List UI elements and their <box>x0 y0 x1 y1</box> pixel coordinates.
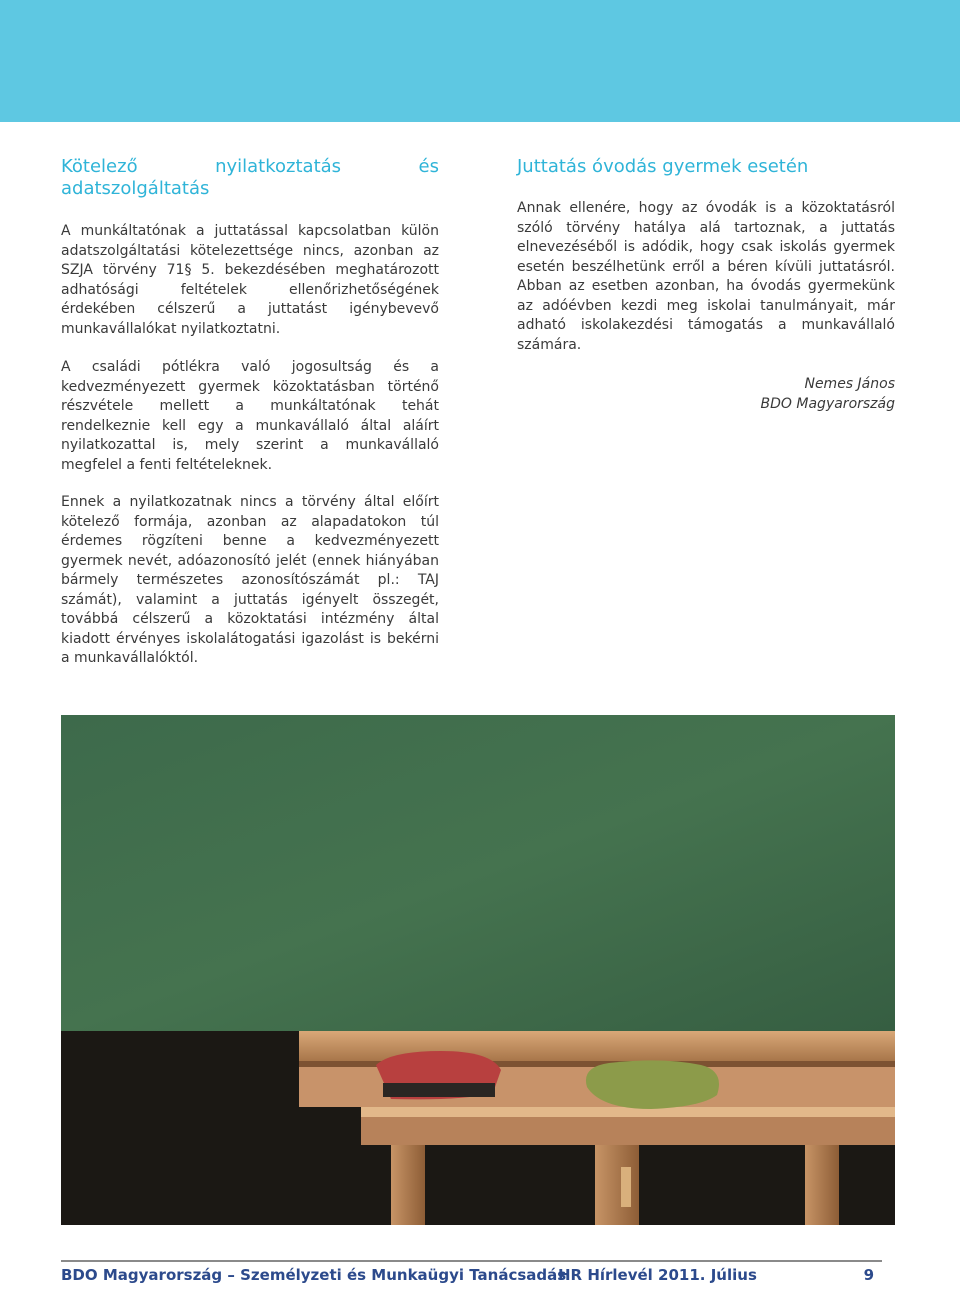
left-column <box>61 156 439 666</box>
right-column <box>517 156 895 412</box>
footer-company: BDO Magyarország – Személyzeti és Munkaügyi Tanácsadás <box>61 1266 567 1284</box>
page-footer <box>61 1266 882 1288</box>
footer-divider <box>61 1260 882 1262</box>
author-signature <box>761 374 895 414</box>
paragraph-2: A családi pótlékra való jogosultság és a kedvezményezett gyermek közoktatásban történő részvétele mellett a munkáltatónak tehát rendelkeznie kell egy a munkavállaló által aláírt nyilatkozattal is, mely szerint a munkavállaló megfelel a fenti feltételeknek. <box>61 359 439 473</box>
chalkboard-photo <box>61 715 895 1225</box>
paragraph-3: Ennek a nyilatkozatnak nincs a törvény által előírt kötelező formája, azonban az alapadatokon túl érdemes rögzíteni benne a kedvezményezett gyermek nevét, adóazonosító jelét (ennek hiányában bármely természetes azonosítószámát pl.: TAJ számát), valamint a juttatás igényelt összegét, továbbá célszerű a közoktatási intézmény által kiadott érvényes iskolalátogatási igazolást is bekérni a munkavállalóktól. <box>61 494 439 666</box>
section-heading-declaration: Kötelező nyilatkoztatás és adatszolgáltatás <box>61 156 439 199</box>
author-organization: BDO Magyarország <box>760 396 895 412</box>
page-number: 9 <box>863 1266 874 1284</box>
paragraph-1: A munkáltatónak a juttatással kapcsolatban külön adatszolgáltatási kötelezettsége nincs, azonban az SZJA törvény 71§ 5. bekezdésében meghatározott adhatósági feltételek ellenőrizhetőségének érdekében célszerű a juttatást igénybevevő munkavállalókat nyilatkoztatni. <box>61 223 439 337</box>
footer-newsletter: HR Hírlevél 2011. Július <box>558 1266 757 1284</box>
header-color-band <box>0 0 960 122</box>
author-name: Nemes János <box>804 376 895 392</box>
paragraph-kindergarten: Annak ellenére, hogy az óvodák is a közoktatásról szóló törvény hatálya alá tartoznak, a juttatás elnevezéséből is adódik, hogy csak iskolás gyermek esetén beszélhetünk erről a béren kívüli juttatásról. Abban az esetben azonban, ha óvodás gyermekünk az adóévben kezdi meg iskolai tanulmányait, már adható iskolakezdési támogatás a munkavállaló számára. <box>517 200 895 353</box>
section-heading-kindergarten: Juttatás óvodás gyermek esetén <box>517 156 809 177</box>
